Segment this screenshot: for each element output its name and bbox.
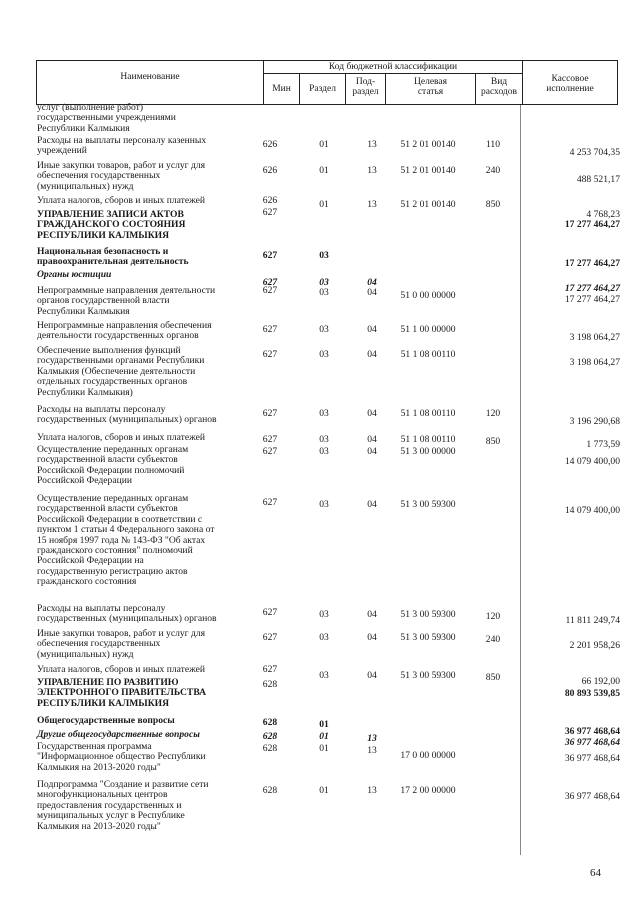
row-amount: 3 198 064,27 [569, 357, 620, 368]
row-vid: 240 [485, 165, 501, 176]
row-vid: 850 [485, 672, 501, 683]
row-podrazdel: 04 [367, 609, 377, 620]
row-min: 626 [262, 165, 278, 176]
row-razdel: 03 [319, 670, 329, 681]
header-kassa: Кассовое исполнение [546, 74, 594, 94]
row-min: 627 [262, 277, 278, 288]
row-amount: 2 201 958,26 [569, 640, 620, 651]
row-podrazdel: 04 [367, 408, 377, 419]
row-amount: 14 079 400,00 [564, 456, 620, 467]
row-celevaya: 17 2 00 00000 [400, 785, 456, 796]
row-vid: 120 [485, 611, 501, 622]
row-podrazdel: 04 [367, 434, 377, 445]
row-name: услуг (выполнение работ) государственными учреждениями Республики Калмыкия [37, 102, 176, 134]
row-celevaya: 51 1 00 00000 [400, 324, 456, 335]
row-vid: 120 [485, 408, 501, 419]
row-celevaya: 51 2 01 00140 [400, 165, 456, 176]
row-celevaya: 51 1 08 00110 [400, 434, 456, 445]
row-podrazdel: 04 [367, 499, 377, 510]
row-amount: 36 977 468,64 [564, 726, 620, 737]
row-celevaya: 51 2 01 00140 [400, 139, 456, 150]
row-podrazdel: 13 [367, 785, 377, 796]
row-name: Осуществление переданных органам государственной власти субъектов Российской Федерации в соответствии с пунктом 1 статьи 4 Федерального закона от 15 ноября 1997 года № 143-ФЗ "Об актах гражданского состояния" полномочий Российской Федерации на государственную регистрацию актов гражданского состояния [37, 493, 215, 588]
row-razdel: 01 [319, 199, 329, 210]
row-podrazdel: 13 [367, 165, 377, 176]
row-min: 628 [262, 743, 278, 754]
row-celevaya: 51 3 00 59300 [400, 609, 456, 620]
row-razdel: 01 [319, 165, 329, 176]
row-razdel: 03 [319, 250, 329, 261]
row-name: Расходы на выплаты персоналу государственных (муниципальных) органов [37, 603, 217, 625]
row-name: УПРАВЛЕНИЕ ПО РАЗВИТИЮ ЭЛЕКТРОННОГО ПРАВИТЕЛЬСТВА РЕСПУБЛИКИ КАЛМЫКИЯ [37, 677, 207, 709]
row-podrazdel: 04 [367, 349, 377, 360]
header-razdel: Раздел [309, 84, 336, 94]
row-celevaya: 51 0 00 00000 [400, 290, 456, 301]
row-celevaya: 51 1 08 00110 [400, 349, 456, 360]
row-name: Обеспечение выполнения функций государственными органами Республики Калмыкия (Обеспечение деятельности отдельных государственных органов Республики Калмыкия) [37, 345, 205, 398]
row-min: 627 [262, 408, 278, 419]
header-celevaya: Целевая статья [414, 77, 447, 97]
row-amount: 3 198 064,27 [569, 332, 620, 343]
row-podrazdel: 04 [367, 446, 377, 457]
row-celevaya: 51 3 00 59300 [400, 632, 456, 643]
row-min: 627 [262, 207, 278, 218]
row-name: Другие общегосударственные вопросы [37, 729, 200, 740]
row-min: 626 [262, 139, 278, 150]
row-celevaya: 51 3 00 59300 [400, 670, 456, 681]
row-min: 627 [262, 607, 278, 618]
row-name: УПРАВЛЕНИЕ ЗАПИСИ АКТОВ ГРАЖДАНСКОГО СОСТОЯНИЯ РЕСПУБЛИКИ КАЛМЫКИЯ [37, 209, 186, 241]
row-name: Национальная безопасность и правоохранительная деятельность [37, 246, 189, 268]
row-vid: 850 [485, 199, 501, 210]
header-vid: Вид расходов [481, 77, 517, 97]
row-min: 626 [262, 195, 278, 206]
row-min: 627 [262, 434, 278, 445]
row-razdel: 03 [319, 287, 329, 298]
row-razdel: 01 [319, 139, 329, 150]
header-name: Наименование [120, 72, 180, 82]
row-razdel: 01 [319, 731, 329, 742]
row-amount: 488 521,17 [576, 174, 620, 185]
row-celevaya: 51 2 01 00140 [400, 199, 456, 210]
table-header [36, 60, 618, 105]
row-name: Органы юстиции [37, 269, 112, 280]
row-name: Подпрограмма "Создание и развитие сети многофункциональных центров предоставления государственных и муниципальных услуг в Республике Калмыкия на 2013-2020 годы" [37, 779, 209, 832]
header-code-group: Код бюджетной классификации [328, 62, 458, 72]
row-razdel: 03 [319, 632, 329, 643]
row-podrazdel: 04 [367, 632, 377, 643]
row-min: 627 [262, 664, 278, 675]
row-podrazdel: 04 [367, 287, 377, 298]
row-vid: 240 [485, 634, 501, 645]
row-name: Уплата налогов, сборов и иных платежей [37, 432, 206, 443]
row-amount: 17 277 464,27 [564, 258, 620, 269]
row-min: 628 [262, 717, 278, 728]
row-amount: 14 079 400,00 [564, 505, 620, 516]
row-amount: 36 977 468,64 [564, 791, 620, 802]
row-amount: 17 277 464,27 [564, 294, 620, 305]
row-name: Расходы на выплаты персоналу казенных учреждений [37, 135, 207, 157]
row-podrazdel: 04 [367, 324, 377, 335]
row-min: 627 [262, 497, 278, 508]
row-min: 628 [262, 731, 278, 742]
row-podrazdel: 04 [367, 277, 377, 288]
row-amount: 36 977 468,64 [564, 737, 620, 748]
row-min: 627 [262, 632, 278, 643]
row-razdel: 03 [319, 349, 329, 360]
row-vid: 850 [485, 436, 501, 447]
row-razdel: 03 [319, 434, 329, 445]
header-min: Мин [272, 84, 291, 94]
row-podrazdel: 04 [367, 670, 377, 681]
row-celevaya: 51 3 00 00000 [400, 446, 456, 457]
row-amount: 80 893 539,85 [564, 688, 620, 699]
row-amount: 1 773,59 [586, 439, 620, 450]
page-number: 64 [590, 867, 601, 879]
row-podrazdel: 13 [367, 199, 377, 210]
row-min: 627 [262, 285, 278, 296]
row-name: Осуществление переданных органам государственной власти субъектов Российской Федерации полномочий Российской Федерации [37, 444, 189, 487]
row-name: Расходы на выплаты персоналу государственных (муниципальных) органов [37, 404, 217, 426]
row-amount: 3 196 290,68 [569, 416, 620, 427]
row-razdel: 01 [319, 719, 329, 730]
row-razdel: 01 [319, 743, 329, 754]
header-podrazdel: Под- раздел [352, 77, 379, 97]
row-name: Непрограммные направления деятельности органов государственной власти Республики Калмыкия [37, 285, 216, 317]
row-amount: 17 277 464,27 [564, 283, 620, 294]
row-razdel: 03 [319, 499, 329, 510]
row-name: Иные закупки товаров, работ и услуг для обеспечения государственных (муниципальных) нужд [37, 160, 206, 192]
row-amount: 36 977 468,64 [564, 753, 620, 764]
row-celevaya: 51 1 08 00110 [400, 408, 456, 419]
row-min: 627 [262, 446, 278, 457]
row-celevaya: 17 0 00 00000 [400, 750, 456, 761]
row-min: 628 [262, 785, 278, 796]
row-name: Общегосударственные вопросы [37, 715, 175, 726]
row-razdel: 03 [319, 609, 329, 620]
row-amount: 11 811 249,74 [565, 615, 620, 626]
row-amount: 4 253 704,35 [569, 147, 620, 158]
row-amount: 4 768,23 [586, 209, 620, 220]
header-name-cell [36, 60, 264, 105]
row-name: Уплата налогов, сборов и иных платежей [37, 195, 206, 206]
row-razdel: 03 [319, 277, 329, 288]
row-razdel: 03 [319, 408, 329, 419]
row-vid: 110 [485, 139, 501, 150]
row-razdel: 01 [319, 785, 329, 796]
row-name: Непрограммные направления обеспечения деятельности государственных органов [37, 320, 212, 342]
row-name: Уплата налогов, сборов и иных платежей [37, 664, 206, 675]
row-min: 628 [262, 679, 278, 690]
row-name: Иные закупки товаров, работ и услуг для обеспечения государственных (муниципальных) нужд [37, 628, 206, 660]
row-razdel: 03 [319, 324, 329, 335]
row-name: Государственная программа "Информационное общество Республики Калмыкия на 2013-2020 годы" [37, 741, 206, 773]
row-amount: 66 192,00 [581, 676, 620, 687]
row-amount: 17 277 464,27 [564, 219, 620, 230]
row-min: 627 [262, 250, 278, 261]
row-min: 627 [262, 349, 278, 360]
row-podrazdel: 13 [367, 745, 377, 756]
row-podrazdel: 13 [367, 139, 377, 150]
row-min: 627 [262, 324, 278, 335]
row-podrazdel: 13 [367, 733, 377, 744]
row-razdel: 03 [319, 446, 329, 457]
row-celevaya: 51 3 00 59300 [400, 499, 456, 510]
